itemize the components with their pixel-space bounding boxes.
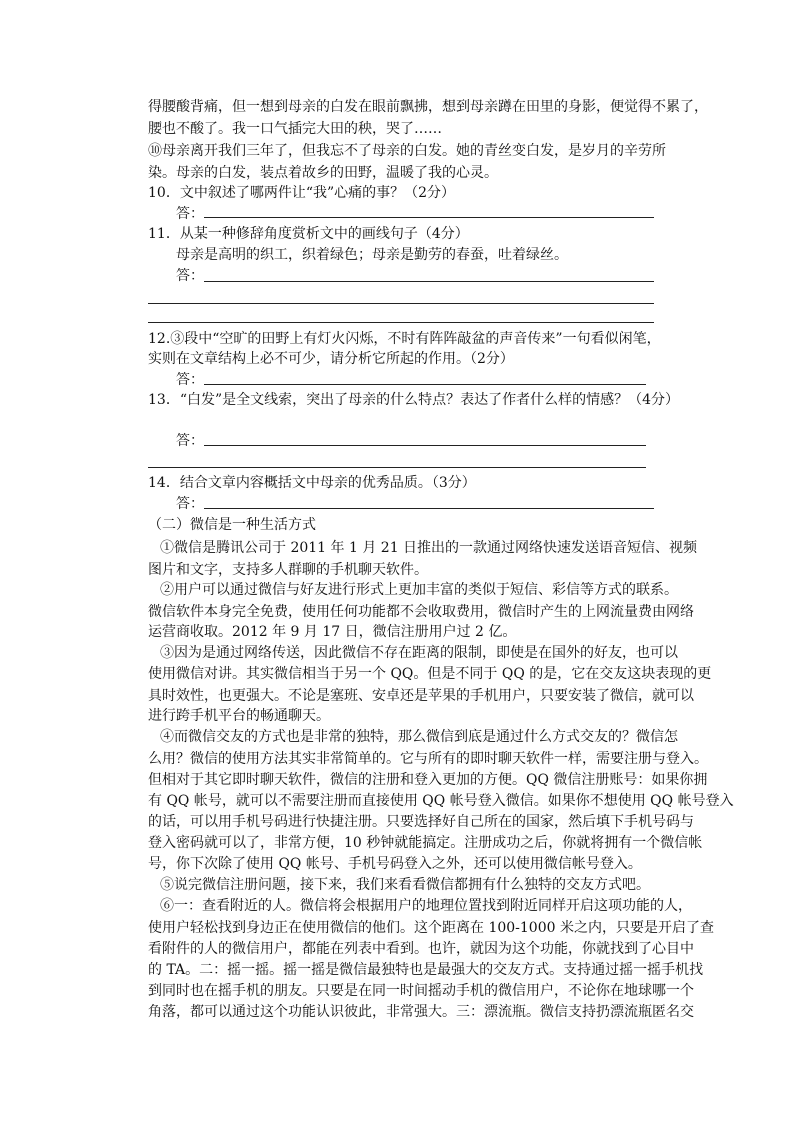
text-line: 得腰酸背痛，但一想到母亲的白发在眼前飘拂，想到母亲蹲在田里的身影，便觉得不累了， bbox=[148, 99, 708, 115]
answer-line[interactable] bbox=[148, 303, 654, 304]
text-line: 但相对于其它即时聊天软件，微信的注册和登入更加的方便。QQ 微信注册账号：如果你拥 bbox=[148, 772, 708, 788]
answer-label: 答： bbox=[176, 433, 204, 449]
text-line: 到同时也在摇手机的朋友。只要是在同一时间摇动手机的微信用户，不论你在地球哪一个 bbox=[148, 983, 694, 999]
answer-line[interactable] bbox=[204, 508, 654, 509]
answer-label: 答： bbox=[176, 206, 204, 222]
answer-line[interactable] bbox=[204, 445, 646, 446]
text-line: 号，你下次除了使用 QQ 帐号、手机号码登入之外，还可以使用微信帐号登入。 bbox=[148, 856, 642, 872]
text-line: 登入密码就可以了，非常方便，10 秒钟就能搞定。注册成功之后，你就将拥有一个微信帐 bbox=[148, 835, 703, 851]
question-10: 10．文中叙述了哪两件让“我”心痛的事？（2分） bbox=[148, 185, 456, 201]
question-12-cont: 实则在文章结构上必不可少，请分析它所起的作用。（2分） bbox=[148, 351, 514, 367]
answer-line[interactable] bbox=[204, 217, 654, 218]
answer-line[interactable] bbox=[148, 467, 646, 468]
text-line: 看附件的人的微信用户，都能在列表中看到。也许，就因为这个功能，你就找到了心目中 bbox=[148, 941, 694, 957]
answer-line[interactable] bbox=[204, 281, 654, 282]
section-title: （二）微信是一种生活方式 bbox=[148, 517, 316, 533]
text-line: 么用？微信的使用方法其实非常简单的。它与所有的即时聊天软件一样，需要注册与登入。 bbox=[148, 751, 708, 767]
question-11: 11．从某一种修辞角度赏析文中的画线句子（4分） bbox=[148, 226, 469, 242]
answer-line[interactable] bbox=[204, 384, 646, 385]
question-12: 12.③段中“空旷的田野上有灯火闪烁，不时有阵阵敲盆的声音传来”一句看似闲笔， bbox=[148, 331, 661, 347]
text-line: ①微信是腾讯公司于 2011 年 1 月 21 日推出的一款通过网络快速发送语音短信、视频 bbox=[160, 540, 698, 556]
text-line: ②用户可以通过微信与好友进行形式上更加丰富的类似于短信、彩信等方式的联系。 bbox=[160, 582, 678, 598]
text-line: 微信软件本身完全免费，使用任何功能都不会收取费用，微信时产生的上网流量费由网络 bbox=[148, 604, 694, 620]
answer-label: 答： bbox=[176, 496, 204, 512]
text-line: 角落，都可以通过这个功能认识彼此，非常强大。三：漂流瓶。微信支持扔漂流瓶匿名交 bbox=[148, 1004, 694, 1020]
text-line: 图片和文字，支持多人群聊的手机聊天软件。 bbox=[148, 562, 428, 578]
text-line: ⑥一：查看附近的人。微信将会根据用户的地理位置找到附近同样开启这项功能的人， bbox=[160, 898, 692, 914]
answer-label: 答： bbox=[176, 372, 204, 388]
text-line: 使用微信对讲。其实微信相当于另一个 QQ。但是不同于 QQ 的是，它在交友这块表现的更 bbox=[148, 666, 712, 682]
question-11-quote: 母亲是高明的织工，织着绿色；母亲是勤劳的春蚕，吐着绿丝。 bbox=[176, 247, 568, 263]
text-line: ⑤说完微信注册问题，接下来，我们来看看微信都拥有什么独特的交友方式吧。 bbox=[160, 877, 650, 893]
text-line: 使用户轻松找到身边正在使用微信的他们。这个距离在 100-1000 米之内，只要是开启了查 bbox=[148, 920, 714, 936]
text-line: 的 TA。二：摇一摇。摇一摇是微信最独特也是最强大的交友方式。支持通过摇一摇手机找 bbox=[148, 962, 704, 978]
text-line: 的话，可以用手机号码进行快捷注册。只要选择好自己所在的国家，然后填下手机号码与 bbox=[148, 814, 694, 830]
text-line: ⑩母亲离开我们三年了，但我忘不了母亲的白发。她的青丝变白发，是岁月的辛劳所 bbox=[148, 143, 666, 159]
text-line: 具时效性，也更强大。不论是塞班、安卓还是苹果的手机用户，只要安装了微信，就可以 bbox=[148, 688, 694, 704]
text-line: 腰也不酸了。我一口气插完大田的秧，哭了…… bbox=[148, 121, 442, 137]
text-line: 染。母亲的白发，装点着故乡的田野，温暖了我的心灵。 bbox=[148, 165, 498, 181]
text-line: 运营商收取。2012 年 9 月 17 日，微信注册用户过 2 亿。 bbox=[148, 624, 517, 640]
answer-label: 答： bbox=[176, 268, 204, 284]
text-line: 进行跨手机平台的畅通聊天。 bbox=[148, 708, 330, 724]
answer-line[interactable] bbox=[148, 322, 654, 323]
text-line: ④而微信交友的方式也是非常的独特，那么微信到底是通过什么方式交友的？微信怎 bbox=[160, 729, 678, 745]
text-line: 有 QQ 帐号，就可以不需要注册而直接使用 QQ 帐号登入微信。如果你不想使用 QQ 帐号登入 bbox=[148, 793, 734, 809]
text-line: ③因为是通过网络传送，因此微信不存在距离的限制，即使是在国外的好友，也可以 bbox=[160, 645, 678, 661]
question-14: 14．结合文章内容概括文中母亲的优秀品质。（3分） bbox=[148, 475, 476, 491]
question-13: 13．“白发”是全文线索，突出了母亲的什么特点？表达了作者什么样的情感？（4分） bbox=[148, 392, 680, 408]
